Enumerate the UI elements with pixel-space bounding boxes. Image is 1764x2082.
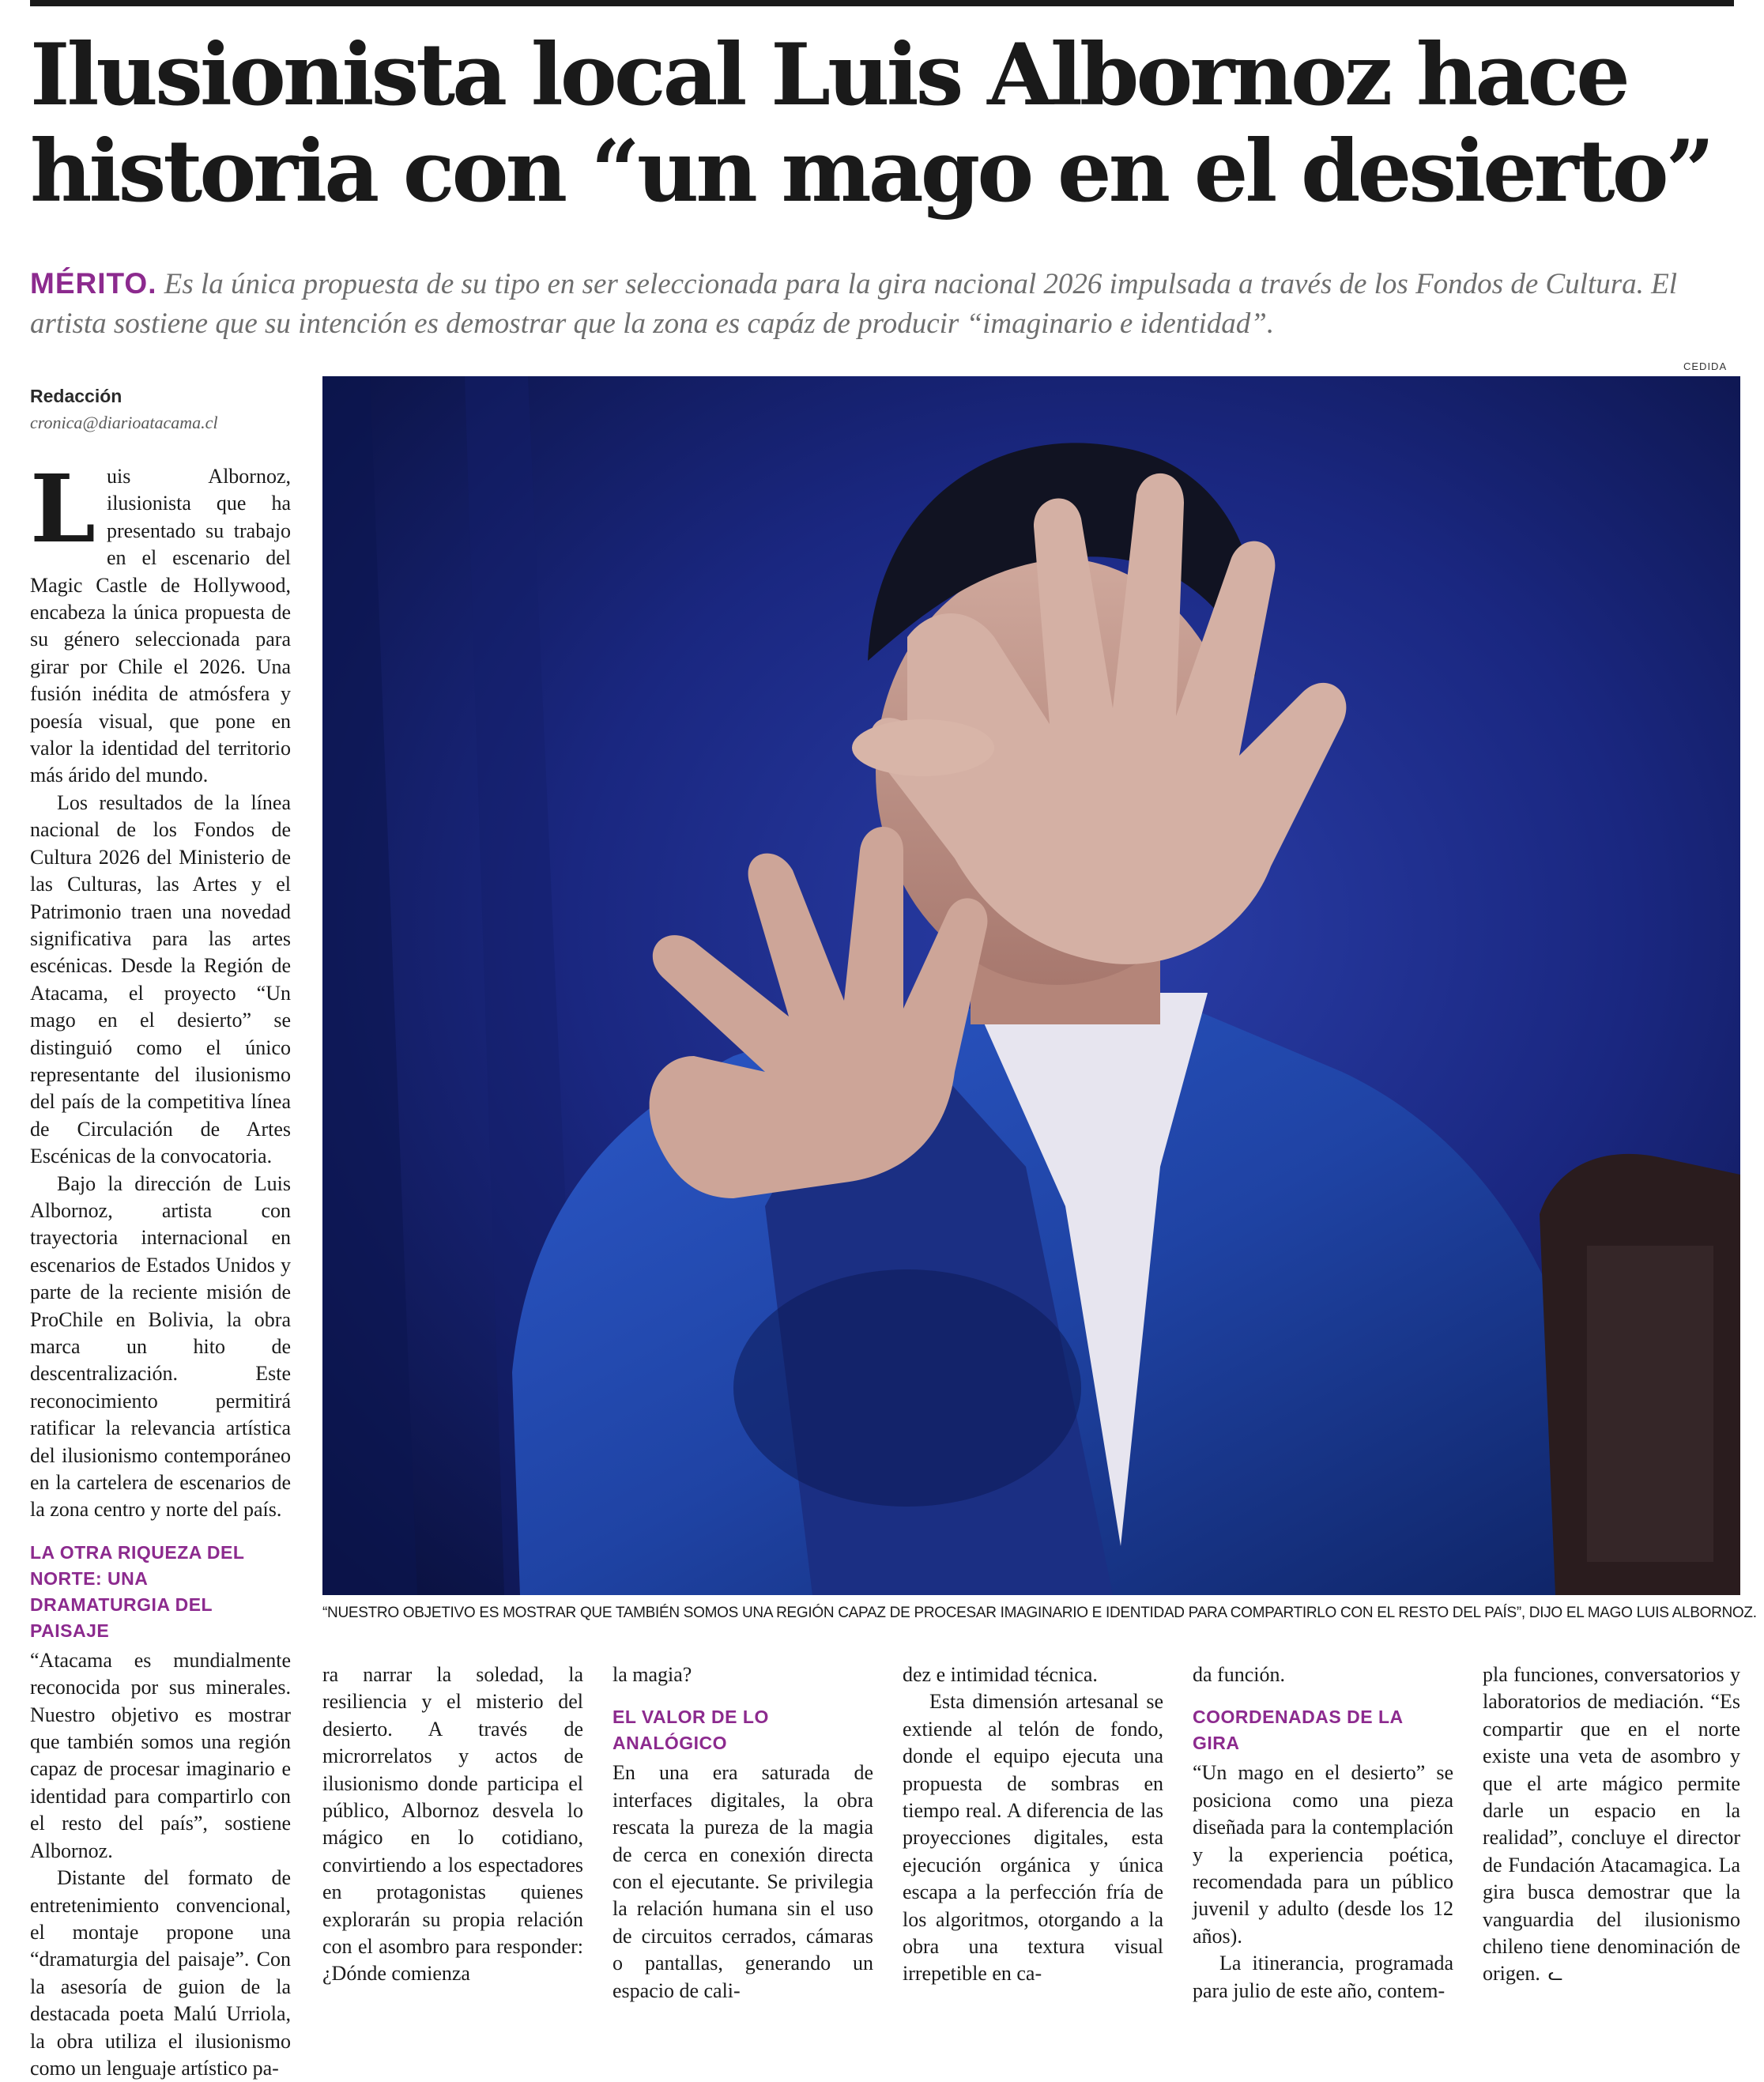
deck-text: Es la única propuesta de su tipo en ser seleccionada para la gira nacional 2026 impulsada a través de los Fondos de Cultura. El artista sostiene que su intención es demostrar que la zona es capáz de producir “imaginario e identidad”.	[30, 268, 1678, 340]
article-column-5	[1193, 1661, 1453, 2005]
article-paragraph-3: Bajo la dirección de Luis Albornoz, artista con trayectoria internacional en escenarios de Estados Unidos y parte de la reciente misión de ProChile en Bolivia, la obra marca un hito de descentralización. Este reconocimiento permitirá ratificar la relevancia artística del ilusionismo contemporáneo en la cartelera de escenarios de la zona centro y norte del país.	[30, 1171, 291, 1522]
end-mark-icon: ᓚ	[1547, 1965, 1563, 1986]
deck-kicker: MÉRITO.	[30, 267, 157, 300]
article-paragraph-9-end: pla funciones, conversatorios y laboratorios de mediación. “Es compartir que en el norte existe una veta de asombro y que el arte mágico permite darle un espacio en la realidad”, concluye el director de Fundación Atacamagica. La gira busca demostrar que la vanguardia del ilusionismo chileno tiene denominación de origen.	[1483, 1663, 1740, 1986]
article-paragraph-5-cont: ra narrar la soledad, la resiliencia y el misterio del desierto. A través de microrrelatos y actos de ilusionismo donde participa el público, Albornoz desvela lo mágico en lo cotidiano, convirtiendo a los espectadores en protagonistas quienes explorarán su propia relación con el asombro para responder: ¿Dónde comienza	[322, 1663, 583, 1986]
photo	[322, 376, 1740, 1595]
article-paragraph-1: uis Albornoz, ilusionista que ha presentado su trabajo en el escenario del Magic Castle de Hollywood, encabeza la única propuesta de su género seleccionada para girar por Chile el 2026. Una fusión inédita de atmósfera y poesía visual, que pone en valor la identidad del territorio más árido del mundo.	[30, 465, 291, 787]
subhead-3: COORDENADAS DE LA GIRA	[1193, 1707, 1403, 1754]
magician-photo-illustration	[322, 376, 1740, 1595]
article-column-3	[612, 1661, 873, 2005]
article-paragraph-4: “Atacama es mundialmente reconocida por sus minerales. Nuestro objetivo es mostrar que también somos una región capaz de procesar imaginario e identidad para compartirlo con el resto del país”, sostiene Albornoz.	[30, 1648, 291, 1862]
article-paragraph-7-end: da función.	[1193, 1663, 1285, 1686]
deck	[30, 264, 1737, 344]
article-column-4	[903, 1661, 1163, 1988]
byline	[30, 383, 307, 436]
article-paragraph-2: Los resultados de la línea nacional de los Fondos de Cultura 2026 del Ministerio de las Culturas, las Artes y el Patrimonio traen una novedad significativa para las artes escénicas. Desde la Región de Atacama, el proyecto “Un mago en el desierto” se distinguió como el único representante del ilusionismo del país de la competitiva línea de Circulación de Artes Escénicas de la convocatoria.	[30, 790, 291, 1168]
photo-caption: “NUESTRO OBJETIVO ES MOSTRAR QUE TAMBIÉN SOMOS UNA REGIÓN CAPAZ DE PROCESAR IMAGINARIO E IDENTIDAD PARA COMPARTIRLO CON EL RESTO DEL PAÍS”, DIJO EL MAGO LUIS ALBORNOZ.	[322, 1605, 1757, 1621]
article-paragraph-6: En una era saturada de interfaces digitales, la obra rescata la pureza de la magia de cerca en conexión directa con el ejecutante. Se privilegia la relación humana sin el uso de circuitos cerrados, cámaras o pantallas, generando un espacio de cali-	[612, 1761, 873, 2002]
headline-line-2: historia con “un mago en el desierto”	[30, 122, 1712, 221]
subhead-1: LA OTRA RIQUEZA DEL NORTE: UNA DRAMATURGIA DEL PAISAJE	[30, 1541, 245, 1641]
top-rule	[30, 0, 1734, 6]
photo-credit: CEDIDA	[1683, 360, 1728, 372]
headline	[30, 27, 1745, 220]
article-paragraph-5-start: Distante del formato de entretenimiento convencional, el montaje propone una “dramaturgia del paisaje”. Con la asesoría de guion de la destacada poeta Malú Urriola, la obra utiliza el ilusionismo como un lenguaje artístico pa-	[30, 1866, 291, 2080]
article-column-1	[30, 454, 291, 2082]
article-paragraph-7: Esta dimensión artesanal se extiende al telón de fondo, donde el equipo ejecuta una propuesta de sombras en tiempo real. A diferencia de las proyecciones digitales, esta ejecución orgánica y única escapa a la perfección fría de los algoritmos, otorgando a la obra una textura visual irrepetible en ca-	[903, 1690, 1163, 1986]
dropcap: L	[30, 454, 96, 564]
headline-line-1: Ilusionista local Luis Albornoz hace	[30, 25, 1627, 125]
article-column-6	[1483, 1661, 1740, 1990]
article-paragraph-9-start: La itinerancia, programada para julio de este año, contem-	[1193, 1952, 1453, 2002]
article-paragraph-8: “Un mago en el desierto” se posiciona como una pieza diseñada para la contemplación y la experiencia poética, recomendada para un público juvenil y adulto (desde los 12 años).	[1193, 1761, 1453, 1948]
subhead-2: EL VALOR DE LO ANALÓGICO	[612, 1707, 769, 1754]
article-column-2	[322, 1661, 583, 1988]
byline-email: cronica@diarioatacama.cl	[30, 413, 218, 432]
byline-author: Redacción	[30, 386, 122, 406]
article-paragraph-6-end: dez e intimidad técnica.	[903, 1663, 1098, 1686]
article-paragraph-5-end: la magia?	[612, 1663, 692, 1686]
